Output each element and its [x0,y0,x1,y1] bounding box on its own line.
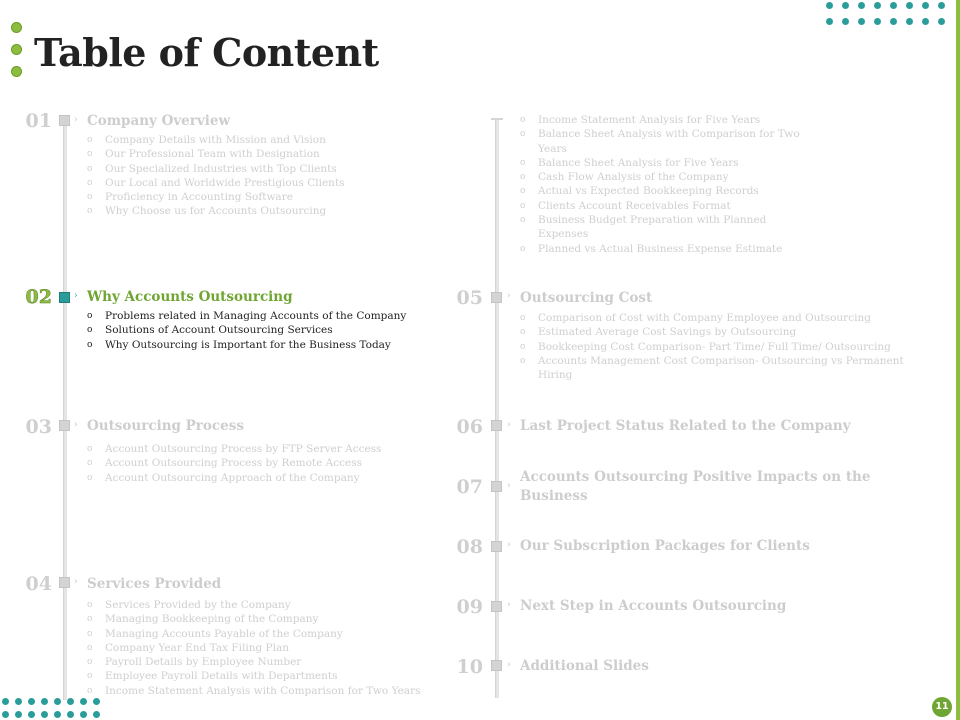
list-item[interactable]: o Payroll Details by Employee Number [87,655,437,669]
title-bullet-dot [11,66,22,77]
section-heading[interactable]: Additional Slides [520,658,649,674]
chevron-right-icon: › [507,600,511,610]
section-heading[interactable]: Company Overview [87,113,231,129]
section-heading[interactable]: Outsourcing Cost [520,290,653,306]
section-heading[interactable]: Accounts Outsourcing Positive Impacts on the Business [520,469,871,504]
title-bullet-dot [11,44,22,55]
timeline-marker [59,577,70,588]
list-item[interactable]: o Estimated Average Cost Savings by Outsourcing [520,325,940,339]
timeline-marker [491,481,502,492]
title-bullet-dot [11,22,22,33]
chevron-right-icon: › [74,291,78,301]
list-item[interactable]: o Balance Sheet Analysis with Comparison for Two Years [520,127,805,156]
section-heading[interactable]: Outsourcing Process [87,418,244,434]
section-number: 09 [456,596,483,618]
timeline-marker [491,601,502,612]
list-item[interactable]: o Account Outsourcing Process by Remote Access [87,456,427,470]
timeline-marker [491,420,502,431]
chevron-right-icon: › [74,115,78,125]
list-item[interactable]: o Proficiency in Accounting Software [87,190,427,204]
section-items [520,311,940,382]
section-heading[interactable]: Last Project Status Related to the Company [520,418,851,434]
chevron-right-icon: › [74,420,78,430]
list-item[interactable]: o Actual vs Expected Bookkeeping Records [520,184,805,198]
section-number: 10 [456,656,483,678]
list-item[interactable]: o Comparison of Cost with Company Employee and Outsourcing [520,311,940,325]
timeline-marker [491,541,502,552]
timeline-marker [491,660,502,671]
decorative-dots-top [826,2,956,28]
list-item[interactable]: o Account Outsourcing Process by FTP Server Access [87,442,427,456]
chevron-right-icon: › [74,577,78,587]
section-heading[interactable]: Our Subscription Packages for Clients [520,538,810,554]
section-number: 03 [25,416,52,438]
section-items [87,442,427,485]
section-heading[interactable]: Services Provided [87,576,222,592]
section-number: 01 [25,110,52,132]
section-items [87,133,427,219]
page-number-badge: 11 [932,697,952,717]
list-item[interactable]: o Why Outsourcing is Important for the Business Today [87,338,437,352]
page-title: Table of Content [34,30,379,75]
list-item[interactable]: o Planned vs Actual Business Expense Estimate [520,242,805,256]
list-item[interactable]: o Managing Accounts Payable of the Company [87,627,437,641]
chevron-right-icon: › [507,420,511,430]
section-heading[interactable]: Next Step in Accounts Outsourcing [520,598,787,614]
section-items [87,309,437,352]
timeline-marker [59,115,70,126]
list-item[interactable]: o Problems related in Managing Accounts of the Company [87,309,437,323]
list-item[interactable]: o Employee Payroll Details with Departments [87,669,437,683]
section-number: 06 [456,416,483,438]
timeline-marker [59,420,70,431]
section-number: 07 [456,476,483,498]
section-heading[interactable]: Why Accounts Outsourcing [87,289,293,305]
list-item[interactable]: o Why Choose us for Accounts Outsourcing [87,204,427,218]
left-timeline-line [63,122,67,700]
continued-section-items [520,113,805,256]
list-item[interactable]: o Cash Flow Analysis of the Company [520,170,805,184]
timeline-marker [59,292,70,303]
section-number: 05 [456,287,483,309]
chevron-right-icon: › [507,660,511,670]
list-item[interactable]: o Company Year End Tax Filing Plan [87,641,437,655]
list-item[interactable]: o Our Specialized Industries with Top Clients [87,162,427,176]
chevron-right-icon: › [507,481,511,491]
list-item[interactable]: o Managing Bookkeeping of the Company [87,612,437,626]
section-items [87,598,437,698]
list-item[interactable]: o Business Budget Preparation with Planned Expenses [520,213,805,242]
right-accent-bar [956,0,960,720]
list-item[interactable]: o Company Details with Mission and Vision [87,133,427,147]
decorative-dots-bottom [2,698,104,720]
list-item[interactable]: o Services Provided by the Company [87,598,437,612]
list-item[interactable]: o Our Professional Team with Designation [87,147,427,161]
list-item[interactable]: o Our Local and Worldwide Prestigious Clients [87,176,427,190]
list-item[interactable]: o Bookkeeping Cost Comparison- Part Time/ Full Time/ Outsourcing [520,340,940,354]
list-item[interactable]: o Account Outsourcing Approach of the Company [87,471,427,485]
list-item[interactable]: o Clients Account Receivables Format [520,199,805,213]
section-number: 04 [25,573,52,595]
list-item[interactable]: o Balance Sheet Analysis for Five Years [520,156,805,170]
section-number: 08 [456,536,483,558]
list-item[interactable]: o Income Statement Analysis with Comparison for Two Years [87,684,437,698]
list-item[interactable]: o Income Statement Analysis for Five Years [520,113,805,127]
section-number: 02 [25,286,52,308]
right-timeline-cap [491,118,503,120]
timeline-marker [491,292,502,303]
list-item[interactable]: o Solutions of Account Outsourcing Services [87,323,437,337]
chevron-right-icon: › [507,540,511,550]
list-item[interactable]: o Accounts Management Cost Comparison- Outsourcing vs Permanent Hiring [520,354,940,383]
chevron-right-icon: › [507,291,511,301]
